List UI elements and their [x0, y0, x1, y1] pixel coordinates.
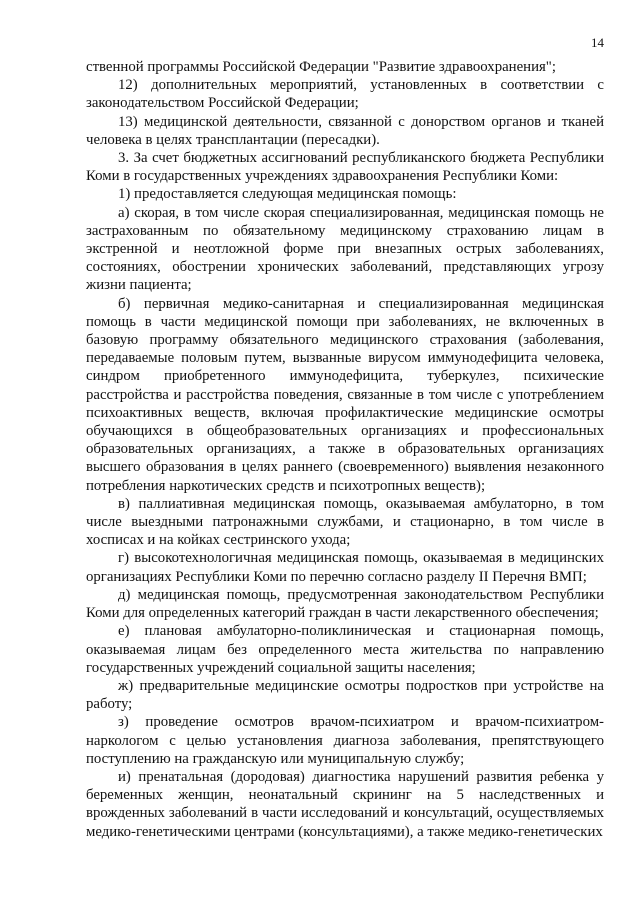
paragraph: 1) предоставляется следующая медицинская помощь:	[118, 186, 457, 203]
paragraph: ж) предварительные медицинские осмотры подростков при устройстве на работу;	[86, 677, 604, 713]
paragraph: е) плановая амбулаторно-поликлиническая и стационарная помощь, оказываемая лицам без определенного места жительства по направлению государственных учреждений социальной защиты населения;	[86, 623, 604, 676]
page-number: 14	[591, 35, 604, 50]
paragraph: б) первичная медико-санитарная и специализированная медицинская помощь в части медицинской помощи при заболеваниях, не включенных в базовую программу обязательного медицинского страхования (заболевания, передаваемые половым путем, вызванные вирусом иммунодефицита человека, синдром приобретенного иммунодефицита, туберкулез, психические расстройства и расстройства поведения, связанные в том числе с употреблением психоактивных веществ, включая профилактические медицинские осмотры обучающихся в общеобразовательных организациях и профессиональных образовательных организациях, а также в образовательных организациях высшего образования в целях раннего (своевременного) выявления незаконного потребления наркотических средств и психотропных веществ);	[86, 295, 604, 494]
paragraph: в) паллиативная медицинская помощь, оказываемая амбулаторно, в том числе выездными патронажными службами, и стационарно, в том числе в хосписах и на койках сестринского ухода;	[86, 495, 604, 549]
paragraph: а) скорая, в том числе скорая специализированная, медицинская помощь не застрахованным по обязательному медицинскому страхованию лицам в экстренной и неотложной форме при внезапных острых заболеваниях, состояниях, обострении хронических заболеваний, представляющих угрозу жизни пациента;	[86, 204, 604, 294]
paragraph: 13) медицинской деятельности, связанной с донорством органов и тканей человека в целях трансплантации (пересадки).	[86, 113, 604, 148]
paragraph: ственной программы Российской Федерации "Развитие здравоохранения";	[86, 59, 556, 75]
paragraph: 3. За счет бюджетных ассигнований республиканского бюджета Республики Коми в государственных учреждениях здравоохранения Республики Коми:	[86, 150, 604, 185]
paragraph: и) пренатальная (дородовая) диагностика нарушений развития ребенка у беременных женщин, неонатальный скрининг на 5 наследственных и врожденных заболеваний в части исследований и консультаций, осуществляемых медико-генетическими центрами (консультациями), а также медико-генетических	[86, 768, 604, 840]
paragraph: г) высокотехнологичная медицинская помощь, оказываемая в медицинских организациях Республики Коми по перечню согласно разделу II Перечня ВМП;	[86, 550, 604, 585]
paragraph: 12) дополнительных мероприятий, установленных в соответствии с законодательством Российской Федерации;	[86, 77, 604, 112]
paragraph: д) медицинская помощь, предусмотренная законодательством Республики Коми для определенных категорий граждан в части лекарственного обеспечения;	[86, 586, 604, 622]
document-body	[86, 58, 604, 841]
paragraph: з) проведение осмотров врачом-психиатром и врачом-психиатром-наркологом с целью установления диагноза заболевания, препятствующего поступлению на гражданскую или муниципальную службу;	[86, 714, 604, 767]
